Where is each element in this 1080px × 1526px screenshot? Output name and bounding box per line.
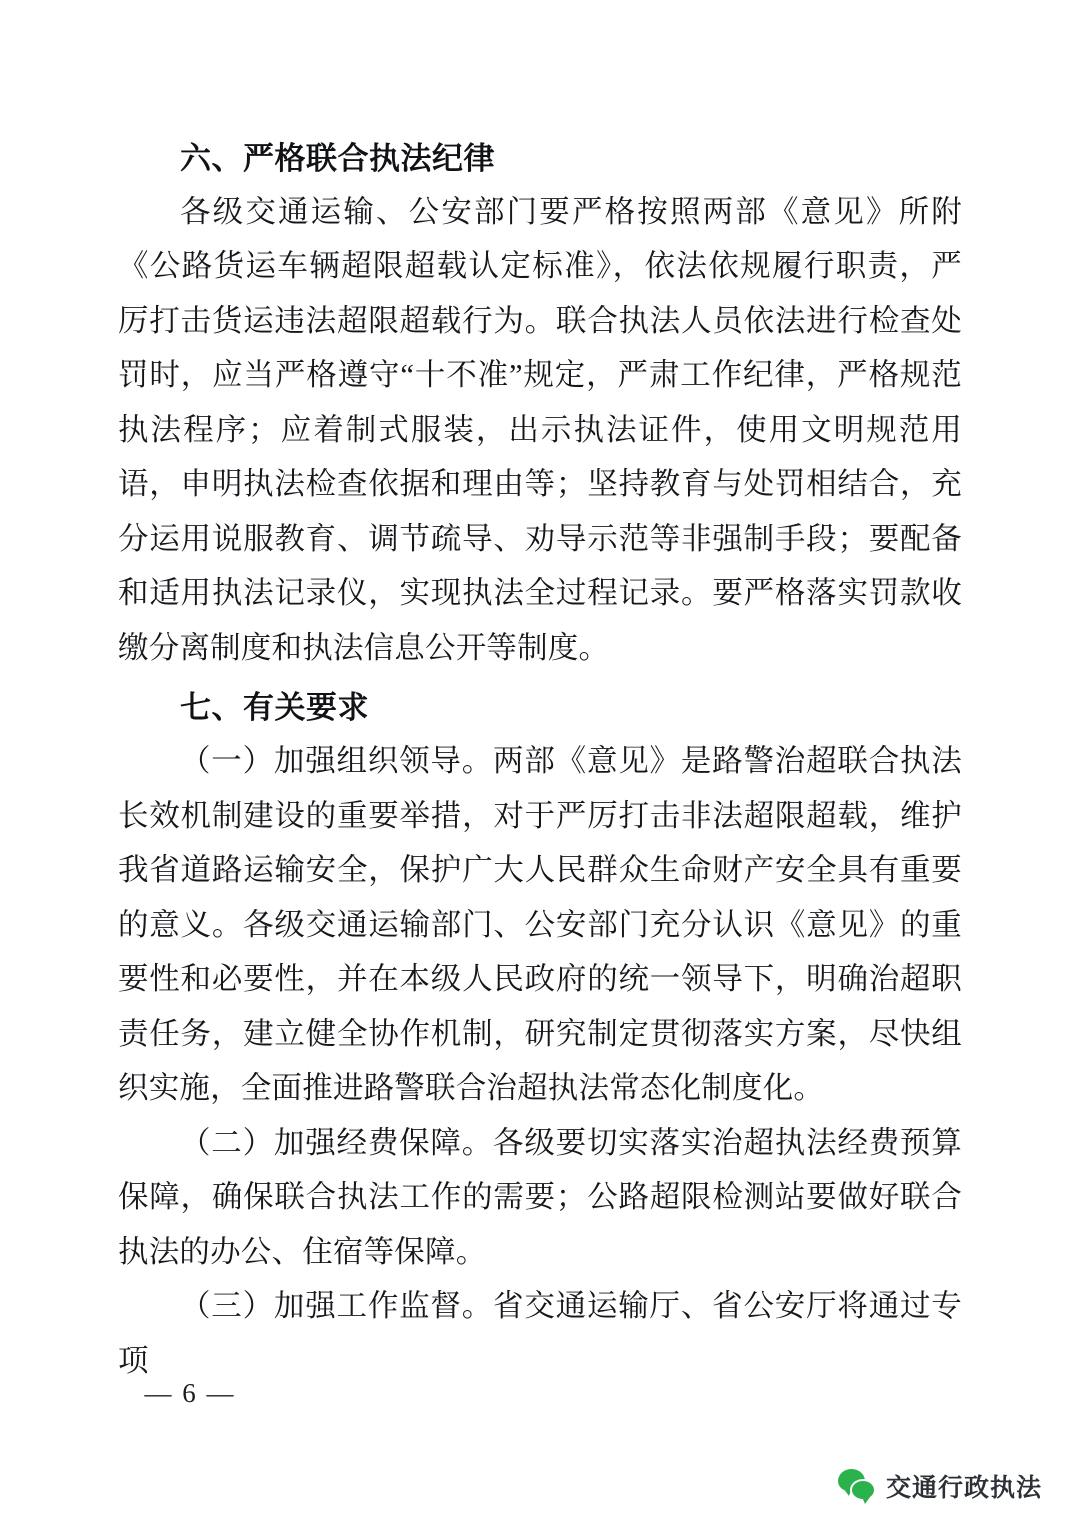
page-number	[0, 1378, 1080, 1409]
section-heading-6: 六、严格联合执法纪律	[180, 141, 495, 176]
page-number-text: — 6 —	[144, 1378, 236, 1408]
section-7-paragraph-2: （二）加强经费保障。各级要切实落实治超执法经费预算保障，确保联合执法工作的需要；公路超限检测站要做好联合执法的办公、住宿等保障。	[118, 1125, 962, 1269]
section-7-paragraph-3: （三）加强工作监督。省交通运输厅、省公安厅将通过专项	[118, 1289, 962, 1378]
section-6-paragraph-1: 各级交通运输、公安部门要严格按照两部《意见》所附《公路货运车辆超限超载认定标准》，依法依规履行职责，严厉打击货运违法超限超载行为。联合执法人员依法进行检查处罚时，应当严格遵守“十不准”规定，严肃工作纪律，严格规范执法程序；应着制式服装，出示执法证件，使用文明规范用语，申明执法检查依据和理由等；坚持教育与处罚相结合，充分运用说服教育、调节疏导、劝导示范等非强制手段；要配备和适用执法记录仪，实现执法全过程记录。要严格落实罚款收缴分离制度和执法信息公开等制度。	[118, 194, 962, 665]
section-heading-7: 七、有关要求	[180, 690, 369, 726]
section-spacer	[118, 675, 962, 689]
wechat-account-name: 交通行政执法	[885, 1474, 1042, 1502]
wechat-icon	[838, 1469, 876, 1503]
wechat-watermark	[838, 1468, 1042, 1504]
section-7-paragraph-1: （一）加强组织领导。两部《意见》是路警治超联合执法长效机制建设的重要举措，对于严厉打击非法超限超载，维护我省道路运输安全，保护广大人民群众生命财产安全具有重要的意义。各级交通运输部门、公安部门充分认识《意见》的重要性和必要性，并在本级人民政府的统一领导下，明确治超职责任务，建立健全协作机制，研究制定贯彻落实方案，尽快组织实施，全面推进路警联合治超执法常态化制度化。	[118, 744, 962, 1105]
document-body	[118, 140, 962, 1388]
